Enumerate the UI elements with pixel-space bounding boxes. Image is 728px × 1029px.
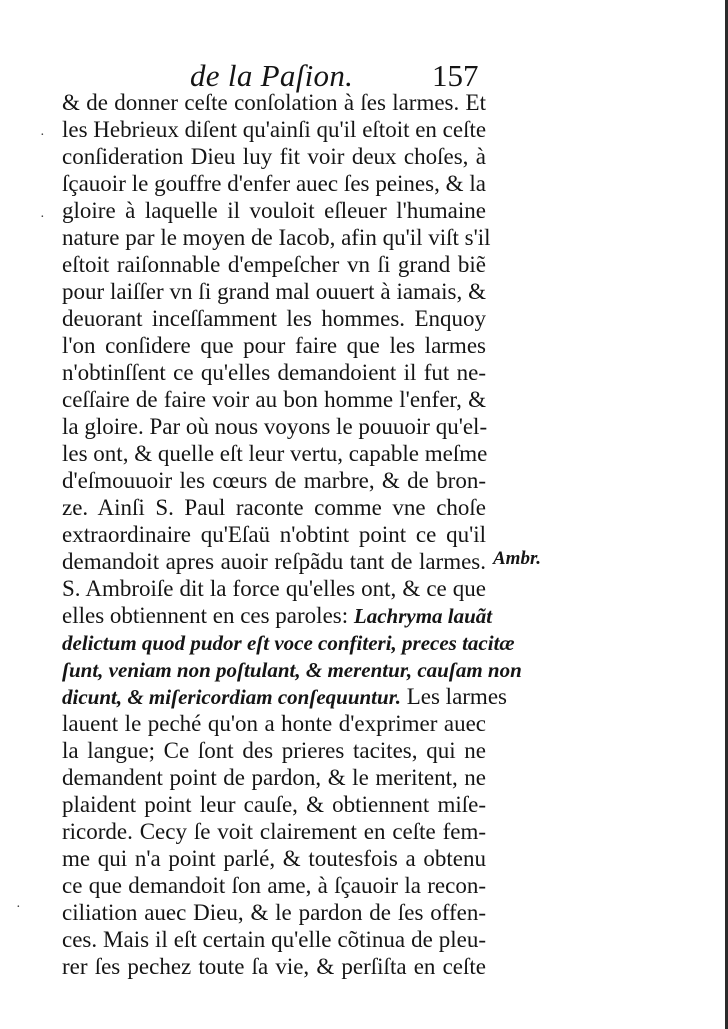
text-line: lauent le peché qu'on a honte d'exprimer auec bbox=[62, 711, 486, 736]
marginal-note: Ambr. bbox=[493, 548, 542, 569]
text-line: ricorde. Cecy ſe voit clairement en ceſte fem- bbox=[62, 819, 486, 844]
text-line: conſideration Dieu luy fit voir deux choſes, à bbox=[62, 144, 486, 169]
latin-line: ſunt, veniam non poſtulant, & merentur, cauſam non bbox=[62, 658, 522, 682]
text-line: deuorant inceſſamment les hommes. Enquoy bbox=[62, 306, 486, 331]
text-line: n'obtinſſent ce qu'elles demandoient il fut ne- bbox=[62, 360, 486, 385]
latin-segment: dicunt, & miſericordiam conſequuntur. bbox=[62, 685, 401, 709]
text-line: la gloire. Par où nous voyons le pouuoir qu'el- bbox=[62, 414, 488, 439]
text-line: rer ſes pechez toute ſa vie, & perſiſta en ceſte bbox=[62, 954, 486, 979]
text-line: les Hebrieux diſent qu'ainſi qu'il eſtoit en ceſte bbox=[62, 117, 487, 142]
text-line: extraordinaire qu'Eſaü n'obtint point ce qu'il bbox=[62, 522, 486, 547]
text-line: les ont, & quelle eſt leur vertu, capable meſme bbox=[62, 441, 488, 466]
text-line-mixed bbox=[62, 603, 493, 629]
stray-mark: · bbox=[40, 210, 45, 225]
roman-segment: Les larmes bbox=[400, 684, 507, 709]
stray-mark: · bbox=[16, 900, 21, 915]
text-line: S. Ambroiſe dit la force qu'elles ont, & ce que bbox=[62, 576, 486, 601]
text-line: ces. Mais il eſt certain qu'elle cõtinua de pleu- bbox=[62, 927, 486, 952]
running-title: de la Paſion. bbox=[190, 58, 354, 93]
text-line-mixed bbox=[62, 684, 507, 710]
text-line: plaident point leur cauſe, & obtiennent miſe- bbox=[62, 792, 486, 817]
text-line: gloire à laquelle il vouloit eſleuer l'humaine bbox=[62, 198, 486, 223]
text-line: la langue; Ce ſont des prieres tacites, qui ne bbox=[62, 738, 486, 763]
text-line: ſçauoir le gouffre d'enfer auec ſes peines, & la bbox=[62, 171, 486, 196]
text-line: & de donner ceſte conſolation à ſes larmes. Et bbox=[62, 90, 486, 115]
text-line: ze. Ainſi S. Paul raconte comme vne choſe bbox=[62, 495, 486, 520]
text-line: pour laiſſer vn ſi grand mal ouuert à iamais, & bbox=[62, 279, 486, 304]
text-line: ceſſaire de faire voir au bon homme l'enfer, & bbox=[62, 387, 486, 412]
latin-line: delictum quod pudor eſt voce confiteri, preces tacitæ bbox=[62, 631, 515, 655]
page-number: 157 bbox=[432, 58, 479, 93]
text-line: ciliation auec Dieu, & le pardon de ſes offen- bbox=[62, 900, 486, 925]
latin-segment: Lachryma lauãt bbox=[353, 604, 493, 628]
text-line: l'on conſidere que pour faire que les larmes bbox=[62, 333, 486, 358]
stray-mark: · bbox=[40, 128, 45, 143]
roman-segment: elles obtiennent en ces paroles: bbox=[62, 603, 354, 628]
text-line: d'eſmouuoir les cœurs de marbre, & de bron- bbox=[62, 468, 486, 493]
text-line: eſtoit raiſonnable d'empeſcher vn ſi grand biẽ bbox=[62, 252, 486, 277]
text-line: me qui n'a point parlé, & toutesfois a obtenu bbox=[62, 846, 486, 871]
text-line: demandent point de pardon, & le meritent, ne bbox=[62, 765, 486, 790]
text-line: ce que demandoit ſon ame, à ſçauoir la recon- bbox=[62, 873, 486, 898]
text-line: demandoit apres auoir reſpãdu tant de larmes. bbox=[62, 549, 486, 574]
text-line: nature par le moyen de Iacob, afin qu'il viſt s'il bbox=[62, 225, 491, 250]
